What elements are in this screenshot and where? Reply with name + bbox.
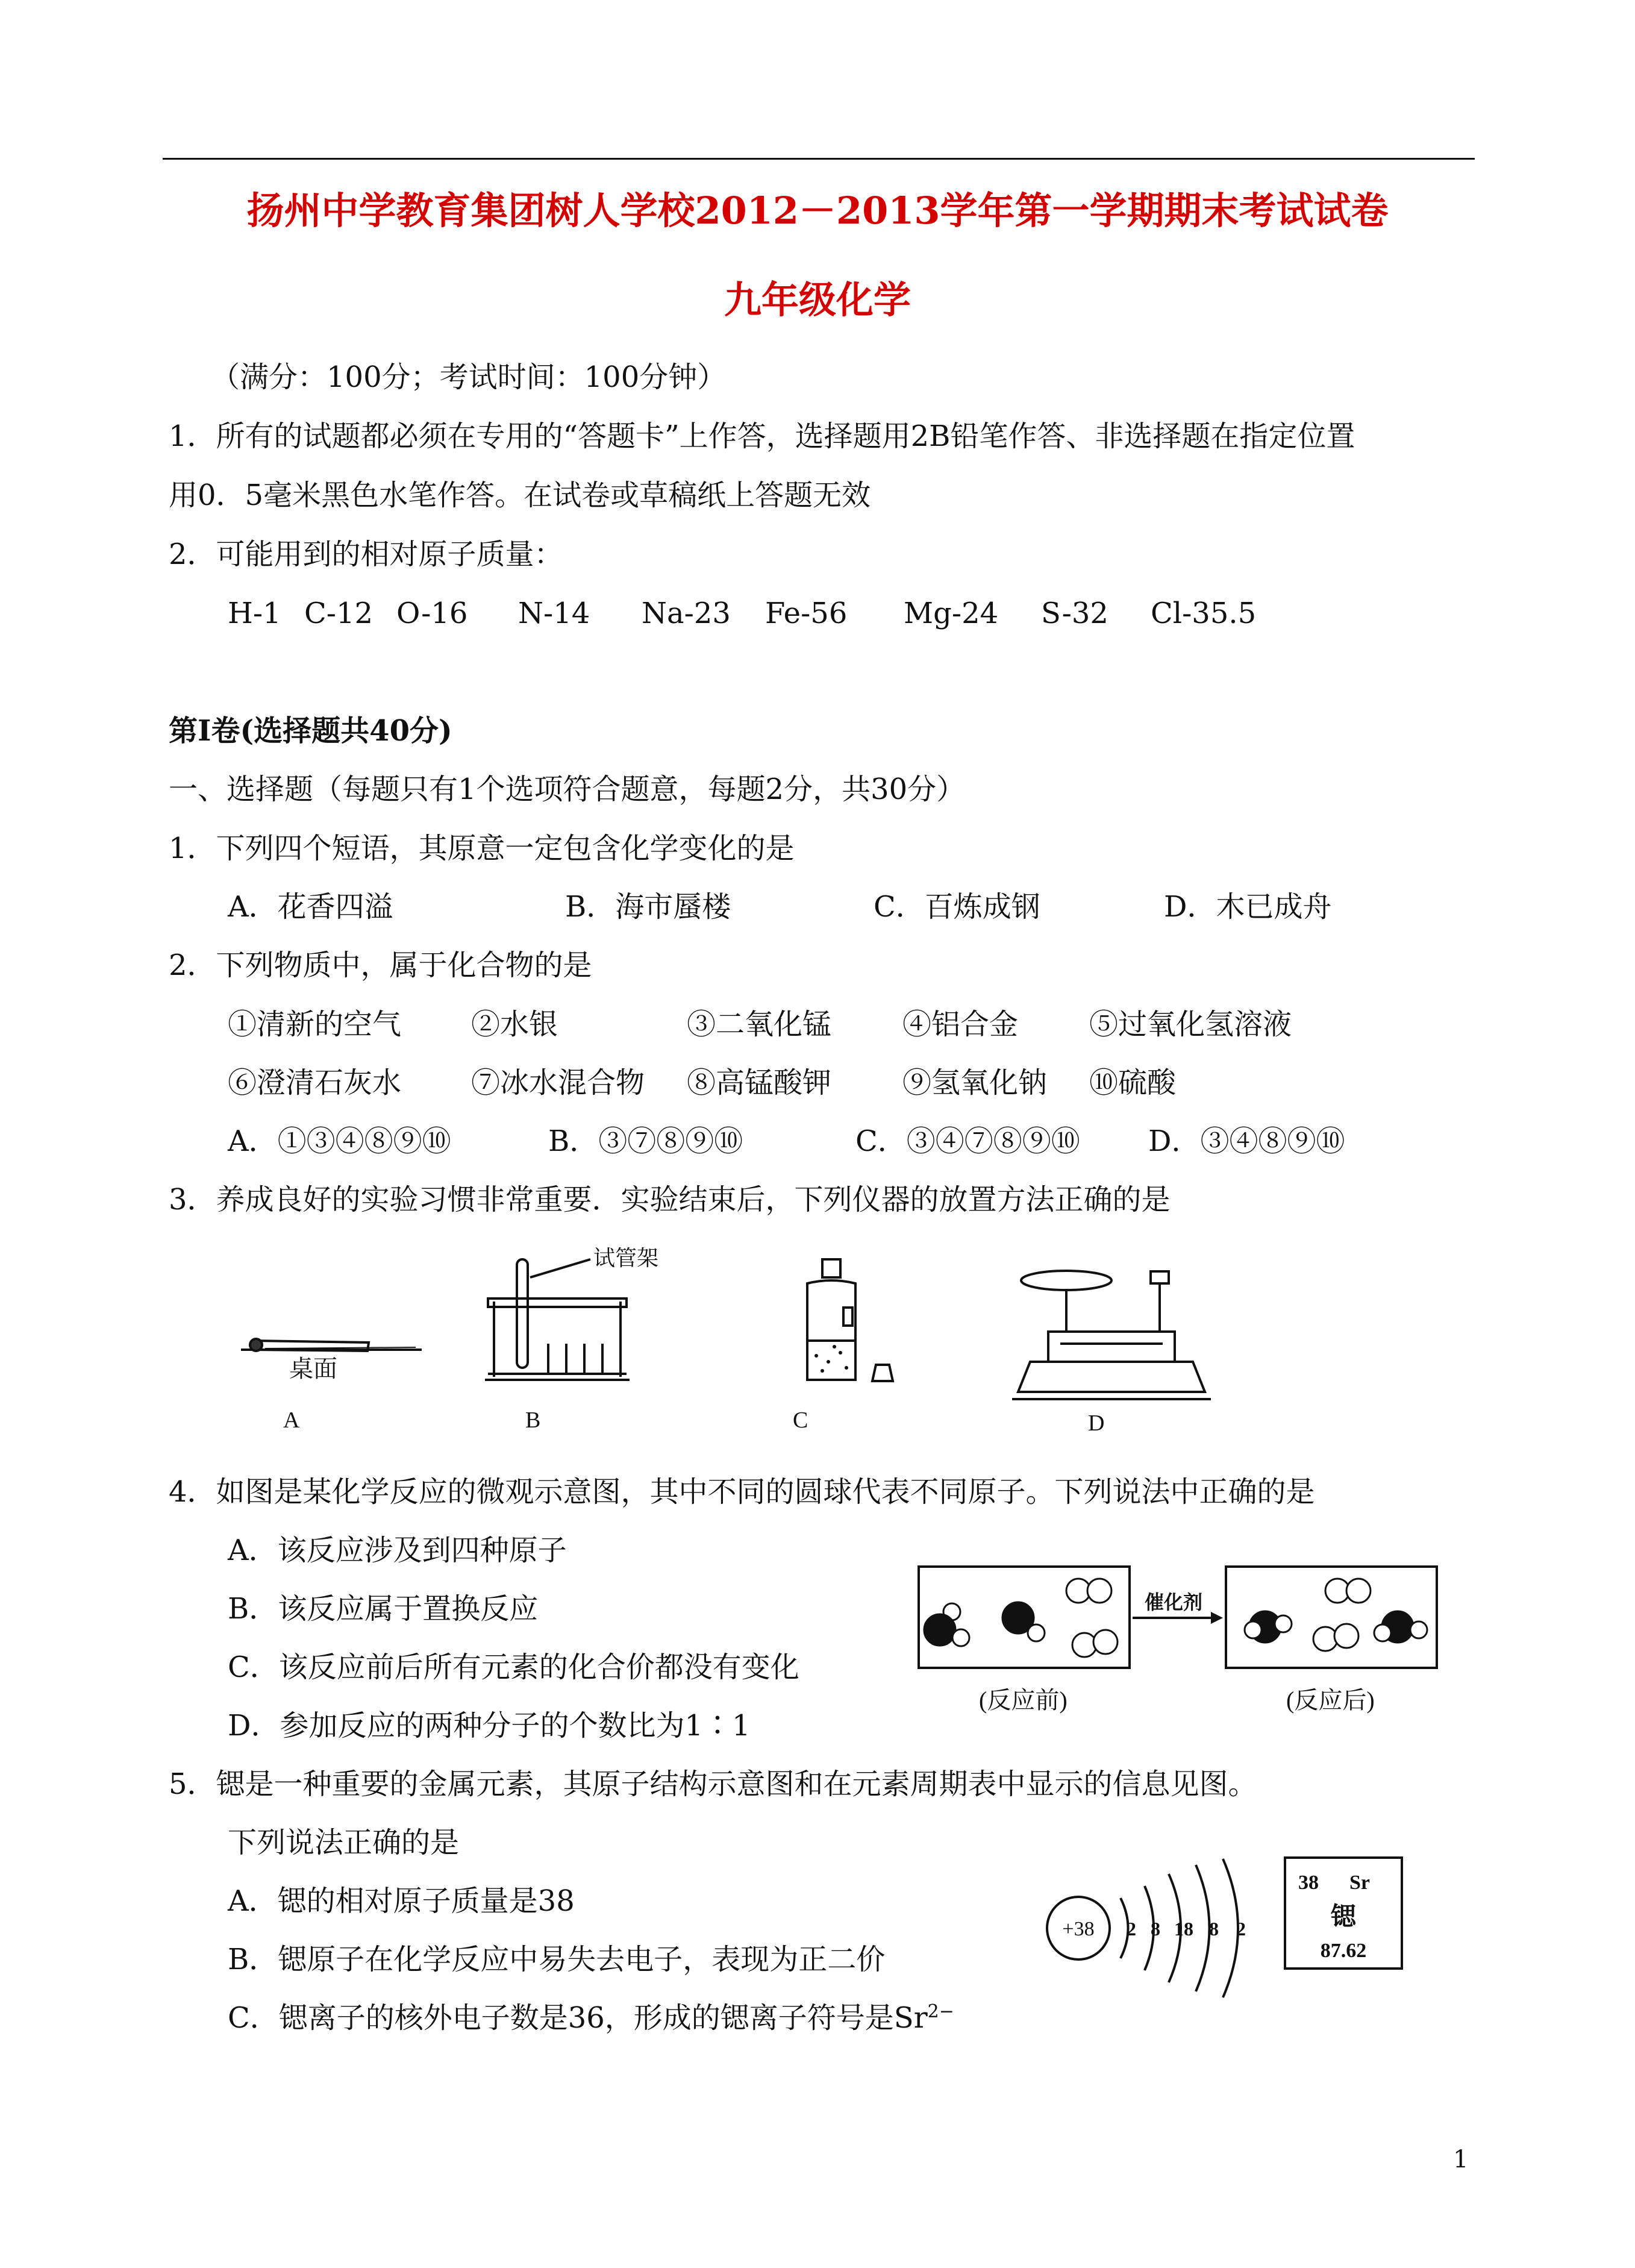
- table-label: 桌面: [289, 1355, 337, 1382]
- after-molecules: [1245, 1579, 1427, 1651]
- q1-stem: 1．下列四个短语，其原意一定包含化学变化的是: [169, 832, 795, 865]
- q4-option-a: A．该反应涉及到四种原子: [228, 1533, 567, 1567]
- atomic-mass: 87.62: [1320, 1940, 1367, 1962]
- mass-item: O-16: [396, 597, 468, 630]
- q2-item: ④铝合金: [902, 1007, 1019, 1041]
- note-1a: 1．所有的试题都必须在专用的“答题卡”上作答，选择题用2B铅笔作答、非选择题在指定位置: [169, 419, 1355, 453]
- q4-reaction-diagram: [916, 1561, 1446, 1741]
- section-heading: 第Ⅰ卷(选择题共40分): [169, 714, 452, 748]
- q4-option-d: D．参加反应的两种分子的个数比为1∶1: [228, 1709, 751, 1743]
- mass-item: S-32: [1041, 597, 1108, 630]
- q2-item: ⑥澄清石灰水: [228, 1066, 402, 1100]
- page-title: 扬州中学教育集团树人学校2012－2013学年第一学期期末考试试卷: [246, 189, 1389, 233]
- q3-label-a: A: [283, 1408, 300, 1433]
- q5-option-c-text: C．锶离子的核外电子数是36，形成的锶离子符号是Sr: [228, 2001, 928, 2035]
- q2-item: ③二氧化锰: [687, 1007, 832, 1041]
- q3-stem: 3．养成良好的实验习惯非常重要．实验结束后，下列仪器的放置方法正确的是: [169, 1183, 1171, 1217]
- page-subtitle: 九年级化学: [724, 278, 911, 322]
- q5-option-a: A．锶的相对原子质量是38: [228, 1884, 575, 1918]
- periodic-table-cell: [1283, 1856, 1404, 1970]
- q2-item: ⑩硫酸: [1089, 1066, 1177, 1100]
- mass-item: H-1: [228, 597, 281, 630]
- balance-illustration: [1012, 1271, 1211, 1399]
- catalyst-label: 催化剂: [1145, 1591, 1203, 1613]
- q1-option-c: C．百炼成钢: [874, 890, 1040, 924]
- q2-option-d: D．③④⑧⑨⑩: [1148, 1124, 1345, 1158]
- mass-item: Cl-35.5: [1151, 597, 1257, 630]
- q2-option-a: A．①③④⑧⑨⑩: [228, 1124, 451, 1158]
- nucleus-charge: +38: [1062, 1918, 1095, 1940]
- mass-item: Na-23: [642, 597, 731, 630]
- mass-item: N-14: [518, 597, 590, 630]
- q5-stem-2: 下列说法正确的是: [228, 1826, 460, 1859]
- q5-stem: 5．锶是一种重要的金属元素，其原子结构示意图和在元素周期表中显示的信息见图。: [169, 1767, 1257, 1801]
- before-label: (反应前): [979, 1687, 1068, 1714]
- score-time: （满分：100分；考试时间：100分钟）: [211, 360, 727, 394]
- q2-item: ②水银: [471, 1007, 558, 1041]
- after-label: (反应后): [1286, 1687, 1375, 1714]
- test-tube-rack-illustration: [485, 1246, 658, 1380]
- shell-count: 8: [1151, 1918, 1160, 1940]
- page-number: 1: [1453, 2146, 1469, 2173]
- q2-item: ⑤过氧化氢溶液: [1089, 1007, 1292, 1041]
- strontium-atomic-structure: [1042, 1844, 1295, 2000]
- q4-option-b: B．该反应属于置换反应: [228, 1592, 539, 1626]
- q1-option-b: B．海市蜃楼: [565, 890, 731, 924]
- note-1b: 用0．5毫米黑色水笔作答。在试卷或草稿纸上答题无效: [169, 478, 871, 512]
- shell-count: 2: [1127, 1918, 1136, 1940]
- element-name: 锶: [1330, 1903, 1357, 1931]
- q2-item: ①清新的空气: [228, 1007, 402, 1041]
- q5-option-c: [228, 2001, 954, 2036]
- q1-option-a: A．花香四溢: [228, 890, 393, 924]
- q2-stem: 2．下列物质中，属于化合物的是: [169, 948, 592, 982]
- shell-count: 18: [1174, 1918, 1193, 1940]
- q5-option-b: B．锶原子在化学反应中易失去电子，表现为正二价: [228, 1943, 886, 1976]
- mass-item: C-12: [304, 597, 374, 630]
- rack-label: 试管架: [593, 1246, 659, 1270]
- note-2: 2．可能用到的相对原子质量：: [169, 537, 563, 571]
- q3-label-b: B: [525, 1408, 541, 1433]
- q2-item: ⑦冰水混合物: [471, 1066, 645, 1100]
- shell-electron-counts: [1127, 1918, 1246, 1940]
- q3-label-d: D: [1088, 1411, 1105, 1436]
- q2-item: ⑨氢氧化钠: [902, 1066, 1048, 1100]
- header-rule: [163, 158, 1475, 160]
- q2-option-b: B．③⑦⑧⑨⑩: [548, 1124, 743, 1158]
- mass-item: Fe-56: [765, 597, 848, 630]
- arrow-head: [1211, 1612, 1223, 1624]
- before-molecules: [924, 1579, 1118, 1657]
- tube-on-table-illustration: [241, 1339, 422, 1382]
- element-symbol: Sr: [1349, 1872, 1370, 1894]
- part-heading: 一、选择题（每题只有1个选项符合题意，每题2分，共30分）: [169, 772, 966, 806]
- q3-label-c: C: [793, 1408, 808, 1433]
- q3-figure: [229, 1241, 1223, 1446]
- q1-option-d: D．木已成舟: [1164, 890, 1332, 924]
- q2-option-c: C．③④⑦⑧⑨⑩: [855, 1124, 1080, 1158]
- shell-count: 8: [1209, 1918, 1219, 1940]
- q2-item: ⑧高锰酸钾: [687, 1066, 832, 1100]
- q4-stem: 4．如图是某化学反应的微观示意图，其中不同的圆球代表不同原子。下列说法中正确的是: [169, 1475, 1315, 1509]
- atomic-number: 38: [1298, 1872, 1319, 1894]
- ion-charge: 2−: [927, 2001, 954, 2022]
- mass-item: Mg-24: [904, 597, 999, 630]
- reagent-bottle-illustration: [807, 1259, 893, 1381]
- shell-count: 2: [1236, 1918, 1246, 1940]
- q4-option-c: C．该反应前后所有元素的化合价都没有变化: [228, 1650, 799, 1684]
